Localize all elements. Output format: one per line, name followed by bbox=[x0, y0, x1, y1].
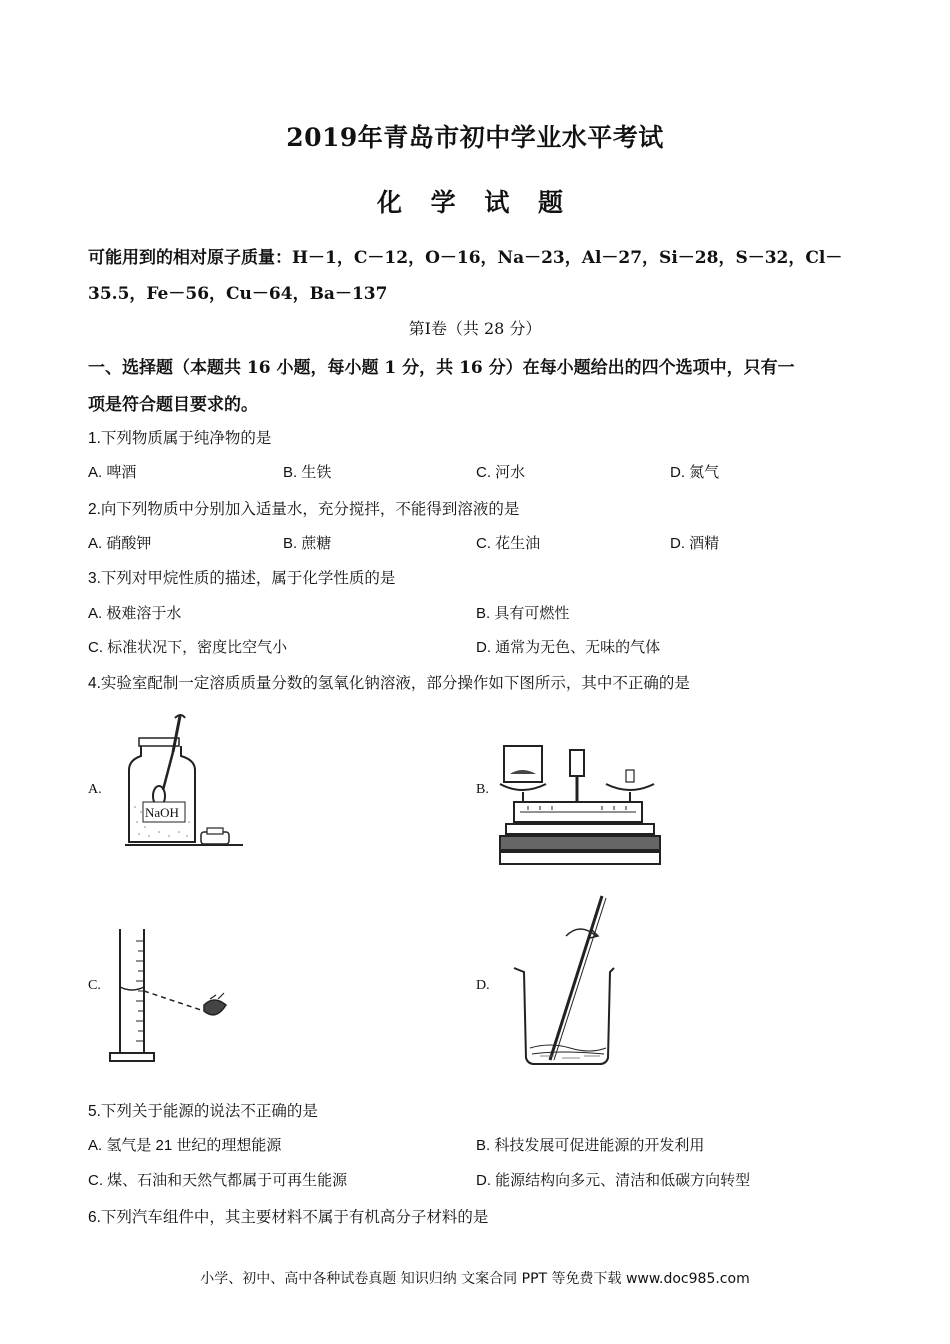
q4-stem: 4.实验室配制一定溶质质量分数的氢氧化钠溶液，部分操作如下图所示，其中不正确的是 bbox=[88, 675, 690, 692]
naoh-label: NaOH bbox=[145, 805, 179, 820]
q2-option-c: C. 花生油 bbox=[476, 535, 541, 552]
q3-option-d: D. 通常为无色、无味的气体 bbox=[476, 639, 661, 656]
q4-label-b: B. bbox=[476, 782, 489, 797]
figure-c-graduated-cylinder bbox=[108, 925, 238, 1067]
figure-d-beaker-stirring bbox=[510, 892, 625, 1070]
q5-option-a: A. 氢气是 21 世纪的理想能源 bbox=[88, 1137, 282, 1154]
figure-b-balance bbox=[498, 740, 663, 868]
q2-option-d: D. 酒精 bbox=[670, 535, 720, 552]
q6-stem: 6.下列汽车组件中，其主要材料不属于有机高分子材料的是 bbox=[88, 1209, 489, 1226]
section1-instruction-line-1: 一、选择题（本题共 16 小题，每小题 1 分，共 16 分）在每小题给出的四个选项中，只有一 bbox=[88, 358, 795, 378]
section-header: 第Ⅰ卷（共 28 分） bbox=[408, 319, 542, 338]
q1-option-b: B. 生铁 bbox=[283, 464, 332, 481]
q2-option-b: B. 蔗糖 bbox=[283, 535, 332, 552]
q3-option-b: B. 具有可燃性 bbox=[476, 605, 570, 622]
figure-a-reagent-bottle bbox=[125, 712, 250, 852]
q5-option-c: C. 煤、石油和天然气都属于可再生能源 bbox=[88, 1172, 348, 1189]
q3-option-a: A. 极难溶于水 bbox=[88, 605, 182, 622]
q1-stem: 1.下列物质属于纯净物的是 bbox=[88, 430, 272, 447]
q3-option-c: C. 标准状况下，密度比空气小 bbox=[88, 639, 288, 656]
q3-stem: 3.下列对甲烷性质的描述，属于化学性质的是 bbox=[88, 570, 396, 587]
q4-label-a: A. bbox=[88, 782, 102, 797]
exam-subtitle: 化 学 试 题 bbox=[376, 188, 574, 217]
q4-label-d: D. bbox=[476, 978, 490, 993]
q4-label-c: C. bbox=[88, 978, 101, 993]
atomic-mass-line-1: 可能用到的相对原子质量：H－1，C－12，O－16，Na－23，Al－27，Si－28，S－32，Cl－ bbox=[88, 248, 843, 268]
q5-option-d: D. 能源结构向多元、清洁和低碳方向转型 bbox=[476, 1172, 751, 1189]
q2-stem: 2.向下列物质中分别加入适量水，充分搅拌，不能得到溶液的是 bbox=[88, 501, 520, 518]
q1-option-a: A. 啤酒 bbox=[88, 464, 137, 481]
q2-option-a: A. 硝酸钾 bbox=[88, 535, 152, 552]
q5-stem: 5.下列关于能源的说法不正确的是 bbox=[88, 1103, 318, 1120]
page-footer: 小学、初中、高中各种试卷真题 知识归纳 文案合同 PPT 等免费下载 www.doc985.com bbox=[200, 1271, 750, 1287]
section1-instruction-line-2: 项是符合题目要求的。 bbox=[88, 395, 258, 415]
q5-option-b: B. 科技发展可促进能源的开发利用 bbox=[476, 1137, 705, 1154]
atomic-mass-line-2: 35.5，Fe－56，Cu－64，Ba－137 bbox=[88, 284, 388, 304]
q1-option-c: C. 河水 bbox=[476, 464, 526, 481]
q1-option-d: D. 氮气 bbox=[670, 464, 720, 481]
exam-title: 2019年青岛市初中学业水平考试 bbox=[286, 123, 664, 152]
